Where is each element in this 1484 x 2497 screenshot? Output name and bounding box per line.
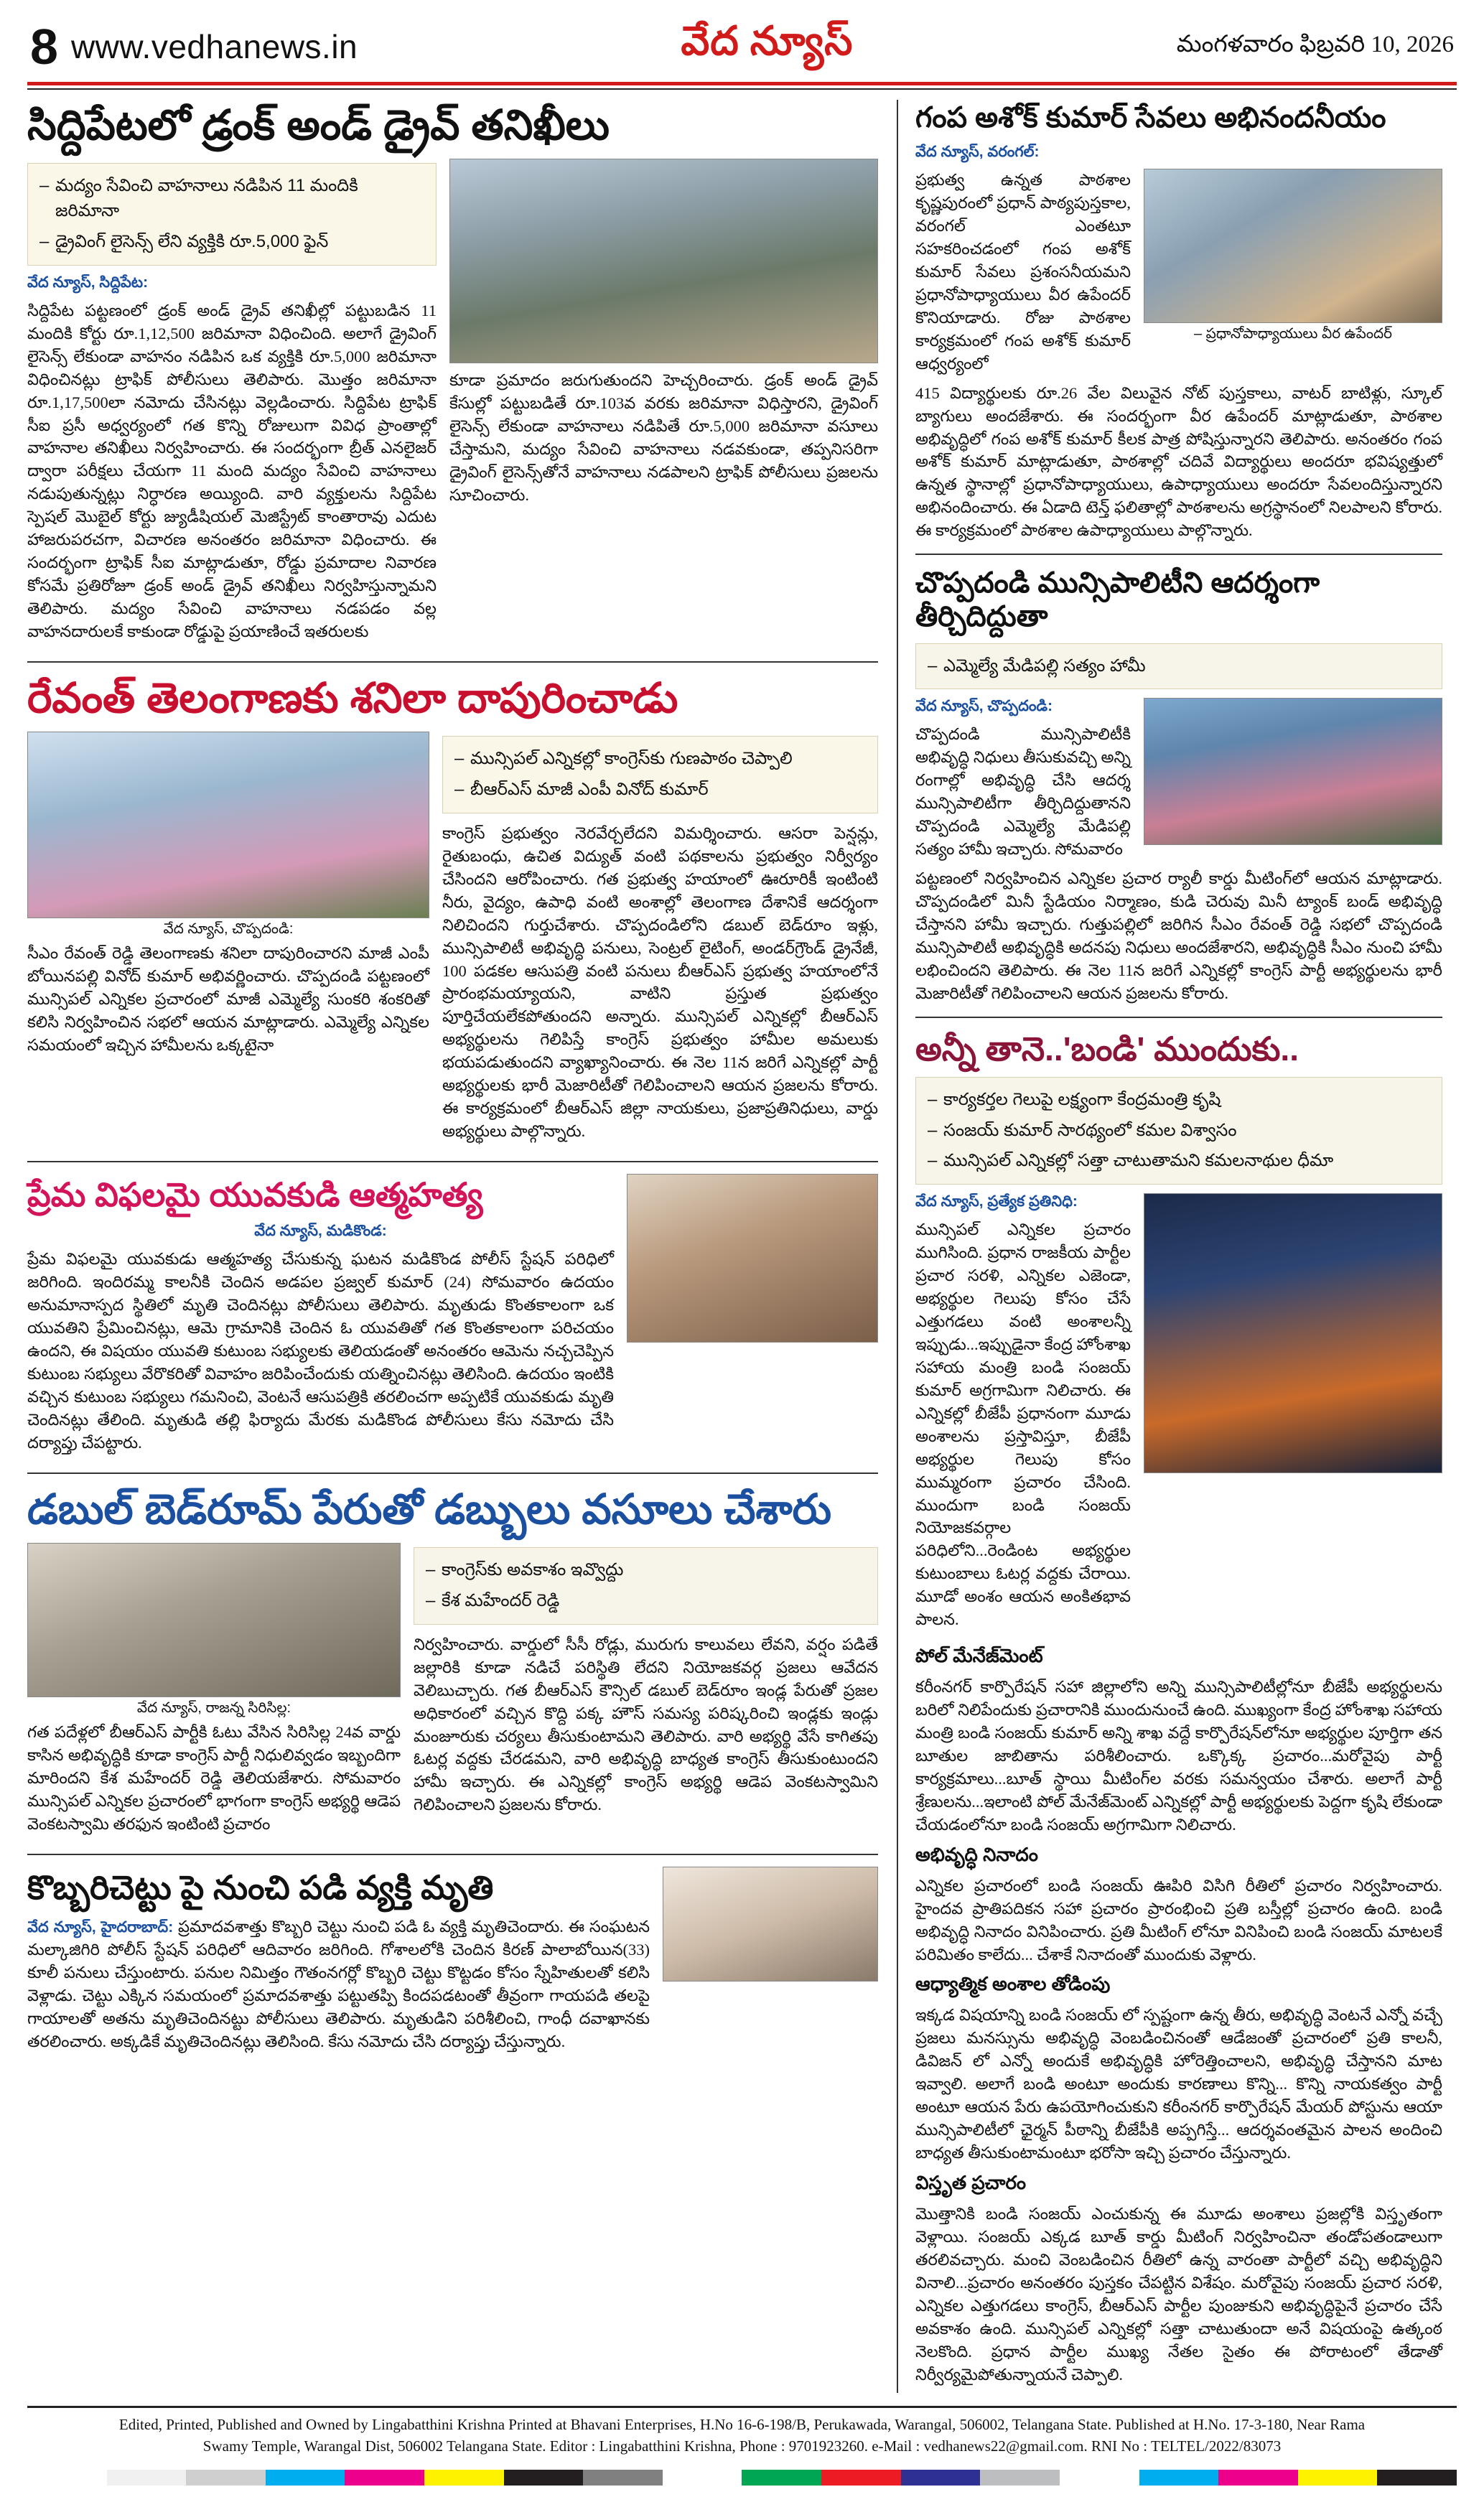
byline-drunk-drive: వేద న్యూస్, సిద్దిపేట:: [27, 274, 149, 291]
ashok-top: [915, 169, 1442, 381]
color-swatch: [980, 2470, 1060, 2486]
bullet-item: – కార్యకర్తల గెలుపై లక్ష్యంగా కేంద్రమంత్రి కృషి: [928, 1088, 1430, 1113]
right-column: [897, 100, 1442, 2393]
body-paragraph: కాంగ్రెస్ ప్రభుత్వం నెరవేర్చలేదని విమర్శించారు. ఆసరా పెన్షన్లు, రైతుబంధు, ఉచిత విద్యుత్ వంటి పథకాలను ప్రభుత్వం నిర్వీర్యం చేసిందని ఆరోపించారు. గత ప్రభుత్వ హయాంలో ఊరూరికీ ఇంటింటి నీరు, వైద్యం, ఉపాధి వంటి అంశాల్లో తెలంగాణ దేశానికే ఆదర్శంగా నిలిచిందని గుర్తుచేశారు. చొప్పదండిలోని డబుల్ బెడ్‌రూం ఇళ్లు, మున్సిపాలిటీ అభివృద్ధి పనులు, సెంట్రల్ లైటింగ్, అండర్‌గ్రౌండ్ డ్రైనేజీ, 100 పడకల ఆసుపత్రి వంటి పనులు బీఆర్ఎస్ ప్రభుత్వ హయాంలోనే ప్రారంభమయ్యాయని, వాటిని ప్రస్తుత ప్రభుత్వం పూర్తిచేయలేకపోతుందని అన్నారు. మున్సిపల్ ఎన్నికల్లో బీఆర్ఎస్ అభ్యర్థులను గెలిపిస్తే కాంగ్రెస్ ప్రభుత్వం హామీల అమలుకు భయపడుతుందని వ్యాఖ్యానించారు. ఈ నెల 11న జరిగే ఎన్నికల్లో పార్టీ అభ్యర్థులకు భారీ మెజారిటీతో గెలిపించాలని ఆయన ప్రజలను కోరారు. ఈ కార్యక్రమంలో బీఆర్ఎస్ జిల్లా నాయకులు, ప్రజాప్రతినిధులు, వార్డు అభ్యర్థులు పాల్గొన్నారు.: [442, 823, 878, 1141]
bullet-item: – మద్యం సేవించి వాహనాలు నడిపిన 11 మందికి జరిమానా: [39, 174, 424, 224]
headline-coconut-death: కొబ్బరిచెట్టు పై నుంచి పడి వ్యక్తి మృతి: [27, 1868, 494, 1906]
body-ashok-rest: [915, 382, 1442, 543]
body-paragraph: సీఎం రేవంత్ రెడ్డి తెలంగాణకు శనిలా దాపురించారని మాజీ ఎంపీ బోయినపల్లి వినోద్ కుమార్ అభివర్ణించారు. చొప్పదండి పట్టణంలో మున్సిపల్ ఎన్నికల ప్రచారంలో మాజీ ఎమ్మెల్యే సుంకరి శంకరితో కలిసి నిర్వహించిన సభలో ఆయన మాట్లాడారు. ఎమ్మెల్యే ఎన్నికల సమయంలో ఇచ్చిన హామీలను ఒక్కటైనా: [27, 944, 429, 1055]
headline-drunk-drive: సిద్దిపేటలో డ్రంక్ అండ్ డ్రైవ్ తనిఖీలు: [27, 102, 610, 149]
footer-imprint: [24, 2414, 1460, 2463]
website-url[interactable]: www.vedhanews.in: [70, 28, 358, 65]
photo-caption-revanth: వేద న్యూస్, చొప్పదండి:: [163, 921, 294, 938]
color-swatch: [1298, 2470, 1378, 2486]
body-choppadandi-rest: [915, 867, 1442, 1005]
color-swatch: [424, 2470, 504, 2486]
body-coconut: [27, 1915, 650, 2053]
body-bandi-sub1: [915, 1676, 1442, 1836]
body-paragraph: ఎన్నికల ప్రచారంలో బండి సంజయ్ ఊపిరి విసిగి రీతిలో ప్రచారం నిర్వహించారు. హైందవ ప్రాతిపదికన సహా ప్రచారం ప్రారంభించి ప్రతి బస్తీల్లో ప్రచారం ఉంది. బండి అభివృద్ధి నినాదం వినిపించారు. ప్రతి మీటింగ్ లోనూ వినిపించి బండి సంజయ్ మాటలకే పరిమితం కాలేదు... చేశాకే నినాదంతో ముందుకు వెళ్లారు.: [915, 1876, 1442, 1964]
color-swatch: [1139, 2470, 1219, 2486]
article-revanth: [27, 674, 878, 1149]
body-suicide: [27, 1248, 614, 1454]
choppadandi-bullets: [915, 643, 1442, 690]
subhead-development-slogan: అభివృద్ధి నినాదం: [915, 1843, 1038, 1865]
bandi-bullets: [915, 1077, 1442, 1185]
photo-caption-double-bedroom: వేద న్యూస్, రాజన్న సిరిసిల్ల:: [136, 1700, 291, 1717]
photo-drunk-drive-checkpoint: [449, 159, 878, 363]
bullet-item: – ఎమ్మెల్యే మేడిపల్లి సత్యం హామీ: [928, 654, 1430, 679]
byline-suicide: వేద న్యూస్, మడికొండ:: [254, 1223, 387, 1240]
body-bandi-left: [915, 1218, 1131, 1631]
body-paragraph: [27, 1915, 650, 2053]
body-paragraph: సిద్దిపేట పట్టణంలో డ్రంక్ అండ్ డ్రైవ్ తనిఖీల్లో పట్టుబడిన 11 మందికి కోర్టు రూ.1,12,500 జరిమానా విధించింది. అలాగే డ్రైవింగ్ లైసెన్స్ లేకుండా వాహనం నడిపిన ఒక వ్యక్తికి రూ.5,000 జరిమానా విధించినట్లు ట్రాఫిక్ పోలీసులు తెలిపారు. మొత్తం జరిమానా రూ.1,17,500లా నమోదు చేసినట్లు వెల్లడించారు. సిద్దిపేట ట్రాఫిక్ సీఐ ప్రసీ అధ్వర్యంలో గత కొన్ని రోజులుగా వివిధ ప్రాంతాల్లో వాహనాల తనిఖీలు నిర్వహించారు. ఈ సందర్భంగా బ్రీత్ ఎనలైజర్ ద్వారా పరీక్షలు చేయగా 11 మంది మద్యం సేవించి వాహనాలు నడుపుతున్నట్లు నిర్ధారణ అయ్యింది. వారి వ్యక్తులను సిద్దిపేట స్పెషల్ మొబైల్ కోర్టు జ్యుడీషియల్ మెజిస్ట్రేట్ కాంతారావు ఎదుట హాజరుపరచగా, విచారణ అనంతరం జరిమానా విధించారు. ఈ సందర్భంగా ట్రాఫిక్ సీఐ మాట్లాడుతూ, రోడ్డు ప్రమాదాల నివారణ కోసమే ప్రతిరోజూ డ్రంక్ అండ్ డ్రైవ్ తనిఖీలు నిర్వహిస్తున్నామని తెలిపారు. మద్యం సేవించి వాహనాలు నడపడం వల్ల వాహనదారులకే కాకుండా రోడ్డుపై ప్రయాణించే ఇతరులకు: [27, 301, 437, 640]
photo-caption: కూడా ప్రమాదం జరుగుతుందని హెచ్చరించారు. డ్రంక్ అండ్ డ్రైవ్ కేసుల్లో పట్టుబడితే రూ.103వ వరకు జరిమానా విధిస్తారని, డ్రైవింగ్ లైసెన్స్ లేకుండా వాహనాలు నడిపితే రూ.5,000 జరిమానా వసూలు చేస్తామని, మద్యం సేవించి వాహనాలు నడవకుండా, తప్పనిసరిగా డ్రైవింగ్ లైసెన్స్‌తోనే వాహనాలు నడపాలని ట్రాఫిక్ పోలీసులు ప్రజలను సూచించారు.: [449, 371, 878, 505]
footer-rule: [27, 2406, 1457, 2408]
body-revanth-left: [27, 942, 429, 1057]
footer-line-2: Swamy Temple, Warangal Dist, 506002 Telangana State. Editor : Lingabatthini Krishna, Phone : 9701923260. e-Mail : vedhanews22@gmail.com. RNI No : TELTEL/2022/83073: [202, 2437, 1282, 2455]
photo-ashok-kumar-felicitation: [1144, 169, 1442, 323]
drunk-drive-bullets: [27, 163, 437, 265]
drunk-drive-top: [27, 159, 878, 649]
photo-double-bedroom-campaign: [27, 1543, 401, 1697]
body-text: ప్రమాదవశాత్తు కొబ్బరి చెట్టు నుంచి పడి ఓ వ్యక్తి మృతిచెందారు. ఈ సంఘటన మల్కాజిగిరి పోలీస్ స్టేషన్ పరిధిలో ఆదివారం జరిగింది. గోశాలలోకి చెందిన కిరణ్ పాలాబోయిన(33) కూలీ పనులు చేస్తుంటారు. పనుల నిమిత్తం గౌతంనగర్లో కొబ్బరి చెట్టు కొట్టడం కోసం స్నేహితులతో కలిసి వెళ్లాడు. చెట్టు ఎక్కిన సమయంలో ప్రమాదవశాత్తు పట్టుతప్పి కిందపడటంతో తీవ్రంగా గాయపడి తలపై గాయాలతో అతను మృతిచెందినట్టు పోలీసులు తెలిపారు. మృతుడిని పరిశీలించి, గాంధీ దవాఖానకు తరలించారు. అక్కడికే మృతిచెందినట్లు తెలిసింది. కేసు నమోదు చేసి దర్యాప్తు చేస్తున్నారు.: [27, 1918, 650, 2050]
body-paragraph: ప్రభుత్వ ఉన్నత పాఠశాల కృష్ణపురంలో ప్రధాన్ పాఠ్యపుస్తకాల, వరంగల్ ఎంతటూ సహకరించడంలో గంప అశోక్ కుమార్ సేవలు ప్రశంసనీయమని ప్రధానోపాధ్యాయులు వీర ఉపేందర్ కొనియాడారు. రోజు పాఠశాల కార్యక్రమంలో గంప అశోక్ కుమార్ ఆధ్వర్యంలో: [915, 171, 1131, 373]
color-swatch: [1060, 2470, 1139, 2486]
bullet-item: – సంజయ్ కుమార్ సారథ్యంలో కమల విశ్వాసం: [928, 1119, 1430, 1144]
choppadandi-top: [915, 698, 1442, 867]
masthead-red-rule: [27, 82, 1457, 85]
body-paragraph: పట్టణంలో నిర్వహించిన ఎన్నికల ప్రచార ర్యాలీ కార్డు మీటింగ్‌లో ఆయన మాట్లాడారు. చొప్పదండిలో మినీ స్టేడియం నిర్మాణం, కుడి చెరువు మినీ ట్యాంక్ బండ్ అభివృద్ధి చేస్తానని హామీ ఇచ్చారు. గుత్తుపల్లిలో జరిగిన సీఎం రేవంత్ రెడ్డి సభలో చొప్పదండి మున్సిపాలిటీ అభివృద్ధికి అదనపు నిధులు అందజేశారని, అభివృద్ధికి సీఎం నుంచి హామీ లభించిందని తెలిపారు. ఈ నెల 11న జరిగే ఎన్నికల్లో కాంగ్రెస్ పార్టీ అభ్యర్థులను భారీ మెజారిటీతో గెలిపించాలని ఆయన ప్రజలను కోరారు.: [915, 869, 1442, 1002]
byline-coconut: వేద న్యూస్, హైదరాబాద్:: [27, 1919, 174, 1936]
photo-caption-ashok: – ప్రధానోపాధ్యాయులు వీర ఉపేందర్: [1194, 326, 1392, 342]
body-double-bedroom-right: [414, 1633, 878, 1817]
body-paragraph: కరీంనగర్ కార్పొరేషన్ సహా జిల్లాలోని అన్ని మున్సిపాలిటీల్లోనూ బీజేపీ అభ్యర్థులను బరిలో నిలిపేందుకు ప్రచారానికి ముందునుంచే ఉంది. ముఖ్యంగా కేంద్ర హోంశాఖ సహాయ మంత్రి బండి సంజయ్ కుమార్ అన్ని శాఖ వద్దే కార్పొరేషన్‌లోనూ అభ్యర్థుల పూర్తిగా తన బూతుల జాబితాను పరిశీలించారు. ఒక్కొక్క ప్రచారం...మరోవైపు పార్టీ కార్యక్రమాలు...బూత్ స్థాయి మీటింగ్‌ల వరకు సమన్వయం చేశారు. అలాగే పార్టీ శ్రేణులను...ఇలాంటి పోల్ మేనేజ్‌మెంట్ ఎన్నికల్లో పార్టీ అభ్యర్థులకు పెద్దగా కృషి లేకుండా చేయడంలోనూ బండి సంజయ్ అగ్రగామిగా నిలిచారు.: [915, 1678, 1442, 1834]
masthead: [24, 0, 1460, 82]
color-swatch: [901, 2470, 981, 2486]
bullet-item: – డ్రైవింగ్ లైసెన్స్ లేని వ్యక్తికి రూ.5,000 ఫైన్: [39, 230, 424, 255]
article-double-bedroom: [27, 1485, 878, 1842]
color-swatch: [1218, 2470, 1298, 2486]
article-coconut-death: [27, 1867, 878, 2060]
color-swatch: [583, 2470, 663, 2486]
bullet-item: – బీఆర్ఎస్ మాజీ ఎంపీ వినోద్ కుమార్: [454, 778, 866, 803]
photo-choppadandi-crowd: [1144, 698, 1442, 845]
color-swatch: [742, 2470, 821, 2486]
byline-choppadandi: వేద న్యూస్, చొప్పదండి:: [915, 698, 1053, 715]
headline-choppadandi: చొప్పదండి మున్సిపాలిటీని ఆదర్శంగా తీర్చిదిద్దుతా: [915, 567, 1320, 633]
divider: [27, 661, 878, 663]
coconut-area: [27, 1867, 878, 2060]
article-choppadandi: [915, 566, 1442, 1004]
body-paragraph: మున్సిపల్ ఎన్నికల ప్రచారం ముగిసింది. ప్రధాన రాజకీయ పార్టీల ప్రచార సరళి, ఎన్నికల ఎజెండా, అభ్యర్థుల గెలుపు కోసం చేసే ఎత్తుగడలు వంటి అంశాలన్నీ ఇప్పుడు...ఇప్పుడైనా కేంద్ర హోంశాఖ సహాయ మంత్రి బండి సంజయ్ కుమార్ అగ్రగామిగా నిలిచారు. ఈ ఎన్నికల్లో బీజేపీ ప్రధానంగా మూడు అంశాలను ప్రస్తావిస్తూ, బీజేపీ అభ్యర్థుల గెలుపు కోసం ముమ్మరంగా ప్రచారం చేసింది. ముందుగా బండి సంజయ్ నియోజకవర్గాల పరిధిలోని...రెండింట అభ్యర్థుల కుటుంబాలు ఓటర్ల వద్దకు చేరాయి. మూడో అంశం ఆయన అంకితభావ పాలన.: [915, 1221, 1131, 1629]
article-ashok-kumar: [915, 101, 1442, 542]
color-swatch: [186, 2470, 266, 2486]
color-swatch: [266, 2470, 345, 2486]
headline-double-bedroom: డబుల్ బెడ్‌రూమ్ పేరుతో డబ్బులు వసూలు చేశారు: [27, 1485, 832, 1533]
body-paragraph: మొత్తానికి బండి సంజయ్ ఎంచుకున్న ఈ మూడు అంశాలు ప్రజల్లోకి విస్తృతంగా వెళ్లాయి. సంజయ్ ఎక్కడ బూత్ కార్డు మీటింగ్ నిర్వహించినా తండోపతండాలుగా తరలివచ్చారు. మంచి వెంబడించిన రీతిలో ఉన్న వారంతా పార్టీలో వచ్చి అభివృద్ధిని వినాలి...ప్రచారం అనంతరం పుస్తకం చేపట్టిన విశేషం. మరోవైపు సంజయ్ ప్రచార సరళి, ఎన్నికల ఎత్తుగడలు కాంగ్రెస్, బీఆర్ఎస్ పార్టీల పుంజుకుని అభివృద్ధిపైనే ప్రచారం చేసే అవకాశం ఉంది. మున్సిపల్ ఎన్నికల్లో సత్తా చాటుతుందా అనే విషయంపై ఉత్కంఠ నెలకొంది. ప్రధాన పార్టీల ముఖ్య నేతల సైతం ఈ పోరాటంలో తేడాతో నిర్వీర్యమైపోతున్నాయనే చెప్పాలి.: [915, 2205, 1442, 2384]
photo-revanth-rally: [27, 732, 429, 918]
photo-coconut-scene: [663, 1867, 878, 1982]
page-columns: [24, 100, 1460, 2393]
article-bandi: [915, 1030, 1442, 2386]
footer-line-1: Edited, Printed, Published and Owned by Lingabatthini Krishna Printed at Bhavani Enterprises, H.No 16-6-198/B, Perukawada, Warangal, 506002, Telangana State. Published at H.No. 17-3-180, Near Rama: [118, 2415, 1366, 2433]
body-paragraph: ప్రేమ విఫలమై యువకుడు ఆత్మహత్య చేసుకున్న ఘటన మడికొండ పోలీస్ స్టేషన్ పరిధిలో జరిగింది. ఇందిరమ్మ కాలనీకి చెందిన అడపల ప్రజ్వల్ కుమార్ (24) సోమవారం ఉదయం అనుమానాస్పద స్థితిలో మృతి చెందినట్లు పోలీసులు తెలిపారు. మృతుడు కొంతకాలంగా ఒక యువతిని ప్రేమించినట్లు, ఆమె గ్రామానికి చెందిన ఓ యువతితో గత కొంతకాలంగా పరిచయం ఉందని, ఈ విషయం యువతి కుటుంబ సభ్యులకు తెలియడంతో అనంతరం ఆమెను నచ్చచెప్పిన కుటుంబ సభ్యులు వేరొకరితో వివాహం జరిపించేందుకు యత్నించినట్లు తెలిసింది. ఉదయం ఇంటికి వచ్చిన కుటుంబ సభ్యులు గమనించి, వెంటనే ఆసుపత్రికి తరలించగా అప్పటికే యువకుడు మృతి చెందినట్లు తేలింది. మృతుడి తల్లి ఫిర్యాదు మేరకు మడికొండ పోలీసులు కేసు నమోదు చేసి దర్యాప్తు చేపట్టారు.: [27, 1250, 614, 1452]
subhead-wide-campaign: విస్తృత ప్రచారం: [915, 2172, 1027, 2194]
color-swatch: [1377, 2470, 1457, 2486]
color-swatch: [27, 2470, 107, 2486]
subhead-spiritual-angle: ఆధ్యాత్మిక అంశాల తోడింపు: [915, 1973, 1111, 1995]
revanth-bullets: [442, 736, 878, 813]
caption-drunk-drive: [449, 369, 878, 507]
color-swatch: [663, 2470, 742, 2486]
byline-ashok-kumar: వేద న్యూస్, వరంగల్:: [915, 144, 1040, 161]
double-bedroom-bullets: [414, 1547, 878, 1625]
paper-title: వేద న్యూస్: [681, 19, 854, 64]
masthead-thin-rule: [27, 88, 1457, 90]
page-number: 8: [30, 19, 58, 75]
revanth-body-area: [27, 732, 878, 1149]
body-drunk-drive: [27, 299, 437, 643]
headline-suicide: ప్రేమ విఫలమై యువకుడి ఆత్మహత్య: [27, 1176, 483, 1214]
bullet-item: – మున్సిపల్ ఎన్నికల్లో కాంగ్రెస్‌కు గుణపాఠం చెప్పాలి: [454, 747, 866, 772]
suicide-area: [27, 1174, 878, 1461]
headline-bandi: అన్నీ తానె..'బండి' ముందుకు..: [915, 1030, 1299, 1068]
body-choppadandi-left: [915, 723, 1131, 861]
color-swatch: [821, 2470, 901, 2486]
photo-bandi-campaign-vehicle: [1144, 1193, 1442, 1473]
divider: [27, 1161, 878, 1162]
color-swatch: [504, 2470, 584, 2486]
body-revanth-right: [442, 822, 878, 1143]
body-bandi-sub4: [915, 2203, 1442, 2386]
divider: [915, 1017, 1442, 1018]
print-color-bar: [27, 2470, 1457, 2486]
body-paragraph: గత పదేళ్లలో బీఆర్ఎస్ పార్టీకి ఓటు వేసిన సిరిసిల్ల 24వ వార్డు కాసిన అభివృద్ధికి కూడా కాంగ్రెస్ పార్టీ నిధులివ్వడం ఇబ్బందిగా మారిందని కేశ మహేందర్ రెడ్డి తెలియజేశారు. సోమవారం మున్సిపల్ ఎన్నికల ప్రచారంలో భాగంగా కాంగ్రెస్ అభ్యర్థి ఆడెప వెంకటస్వామి తరఫున ఇంటింటి ప్రచారం: [27, 1723, 401, 1833]
byline-bandi: వేద న్యూస్, ప్రత్యేక ప్రతినిధి:: [915, 1193, 1078, 1210]
bandi-top: [915, 1193, 1442, 1638]
issue-date: మంగళవారం ఫిబ్రవరి 10, 2026: [1176, 31, 1454, 57]
headline-revanth: రేవంత్ తెలంగాణకు శనిలా దాపురించాడు: [27, 674, 678, 722]
divider: [915, 554, 1442, 555]
divider: [27, 1472, 878, 1474]
bullet-item: – కేశ మహేందర్ రెడ్డి: [426, 1589, 866, 1614]
body-bandi-sub2: [915, 1875, 1442, 1966]
bullet-item: – మున్సిపల్ ఎన్నికల్లో సత్తా చాటుతామని కమలనాథుల ధీమా: [928, 1149, 1430, 1174]
divider: [27, 1854, 878, 1855]
left-column: [27, 100, 878, 2393]
color-swatch: [345, 2470, 424, 2486]
body-paragraph: 415 విద్యార్థులకు రూ.26 వేల విలువైన నోట్ పుస్తకాలు, వాటర్ బాటిళ్లు, స్కూల్ బ్యాగులు అందజేశారు. ఈ సందర్భంగా వీర ఉపేందర్ మాట్లాడుతూ, పాఠశాల అభివృద్ధిలో గంప అశోక్ కుమార్ కీలక పాత్ర పోషిస్తున్నారని తెలిపారు. అనంతరం గంప అశోక్ కుమార్ మాట్లాడుతూ, పాఠశాల్లో చదివే విద్యార్థులు అందరూ భవిష్యత్తులో ఉన్నత స్థానాల్లో ప్రధానోపాధ్యాయులు, ఉపాధ్యాయులు అందరూ సేవలందిస్తున్నారని అభినందించారు. ఈ ఏడాది టెన్త్ ఫలితాల్లో పాఠశాలను అగ్రస్థానంలో నిలపాలని కోరారు. ఈ కార్యక్రమంలో పాఠశాల ఉపాధ్యాయులు పాల్గొన్నారు.: [915, 383, 1442, 540]
masthead-left: [30, 19, 358, 75]
body-bandi-sub3: [915, 2004, 1442, 2165]
double-bedroom-area: [27, 1543, 878, 1842]
body-paragraph: నిర్వహించారు. వార్డులో సీసీ రోడ్లు, మురుగు కాలువలు లేవని, వర్షం పడితే జల్లారికి కూడా నడిచే పరిస్థితి లేదని నియోజకవర్గ ప్రజలు ఆవేదన వెలిబుచ్చారు. గత బీఆర్ఎస్ కౌన్సిల్ డబుల్ బెడ్‌రూం ఇండ్ల పేరుతో ప్రజల అధికారంలో వచ్చిన కొద్ది పక్క హౌస్ సమస్య పరిష్కరించి ఇండ్లకు ఇండ్లు మంజూరుకు చర్యలు తీసుకుంటామని తెలిపారు. వారి అభ్యర్థి వేసే కాగితపు ఓటర్ల వద్దకు చేరడమని, వారి అభివృద్ధి బాధ్యత కాంగ్రెస్ తీసుకుంటుందని హామీ ఇచ్చారు. ఈ ఎన్నికల్లో కాంగ్రెస్ అభ్యర్థి ఆడెప వెంకటస్వామిని గెలిపించాలని ప్రజలను కోరారు.: [414, 1635, 878, 1814]
bullet-item: – కాంగ్రెస్‌కు అవకాశం ఇవ్వొద్దు: [426, 1558, 866, 1583]
headline-ashok-kumar: గంప అశోక్ కుమార్ సేవలు అభినందనీయం: [915, 102, 1386, 134]
photo-suicide-scene: [627, 1174, 878, 1343]
body-paragraph: ఇక్కడ విషయాన్ని బండి సంజయ్ లో స్పష్టంగా ఉన్న తీరు, అభివృద్ధి వెంటనే ఎన్నో వచ్చే ప్రజలు మనస్సును అభివృద్ధి వెంబడించినంతో ఆడేజంతో ప్రచారంలో ప్రతి కాలనీ, డివిజన్ లో ఎన్నో అందుకే అభివృద్ధికి హోరెత్తించాలని, అభివృద్ధి చేస్తానని మాట ఇవ్వాలి. అలాగే బండి అంటూ అందుకు కారణాలు కొన్ని... కొన్ని నాయకత్వం పార్టీ అంటూ ఆయన పేరు ఉపయోగించుకుని కరీంనగర్ కార్పొరేషన్ మేయర్ పోస్టును ఆయా మున్సిపాలిటీలో ఛైర్మన్ పీఠాన్ని బీజేపీకి అప్పగిస్తే... ఆదర్శవంతమైన పాలన అందించి బాధ్యత తీసుకుంటామంటూ భరోసా ఇచ్చి ప్రచారం చేస్తున్నారు.: [915, 2006, 1442, 2162]
article-suicide: [27, 1174, 878, 1461]
subhead-poll-management: పోల్ మేనేజ్‌మెంట్: [915, 1645, 1043, 1667]
color-swatch: [107, 2470, 187, 2486]
body-paragraph: చొప్పదండి మున్సిపాలిటీకి అభివృద్ధి నిధులు తీసుకువచ్చి అన్ని రంగాల్లో అభివృద్ధి చేసి ఆదర్శ మున్సిపాలిటీగా తీర్చిదిద్దుతానని చొప్పదండి ఎమ్మెల్యే మేడిపల్లి సత్యం హామీ ఇచ్చారు. సోమవారం: [915, 725, 1131, 859]
body-ashok-left: [915, 169, 1131, 375]
article-drunk-drive: [27, 101, 878, 650]
body-double-bedroom-left: [27, 1721, 401, 1836]
